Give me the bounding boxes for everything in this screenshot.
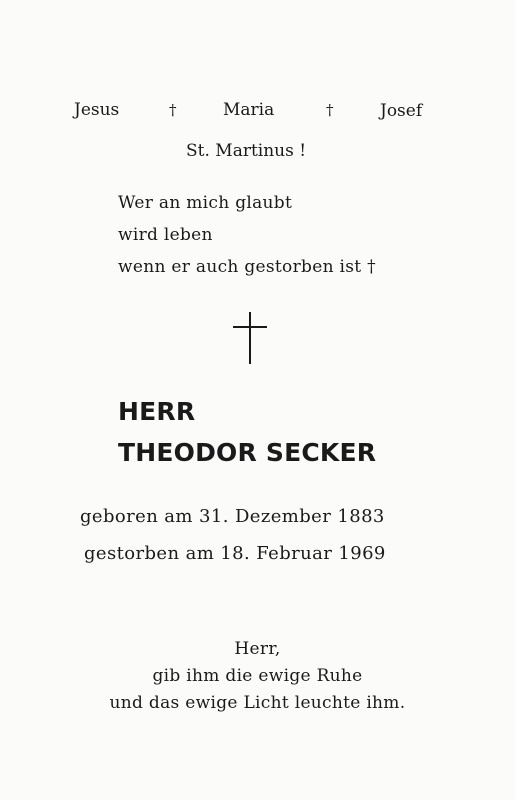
verse-line-2: wird leben <box>118 225 213 245</box>
prayer-line-1: Herr, <box>234 639 281 659</box>
header-name-jesus: Jesus <box>74 100 120 120</box>
prayer-line-2: gib ihm die ewige Ruhe <box>152 666 363 686</box>
header-cross-2: † <box>326 101 334 119</box>
header-name-josef: Josef <box>380 101 423 121</box>
saint-invocation: St. Martinus ! <box>186 141 307 161</box>
header-name-maria: Maria <box>223 100 275 120</box>
deceased-title: HERR <box>118 397 196 426</box>
death-date-line: gestorben am 18. Februar 1969 <box>84 543 386 564</box>
birth-date-line: geboren am 31. Dezember 1883 <box>80 506 385 527</box>
prayer-line-3: und das ewige Licht leuchte ihm. <box>109 693 406 713</box>
verse-line-1: Wer an mich glaubt <box>118 193 293 213</box>
deceased-name: THEODOR SECKER <box>118 438 377 467</box>
header-cross-1: † <box>169 101 177 119</box>
verse-line-3: wenn er auch gestorben ist † <box>118 257 376 277</box>
large-cross-icon <box>233 312 267 364</box>
